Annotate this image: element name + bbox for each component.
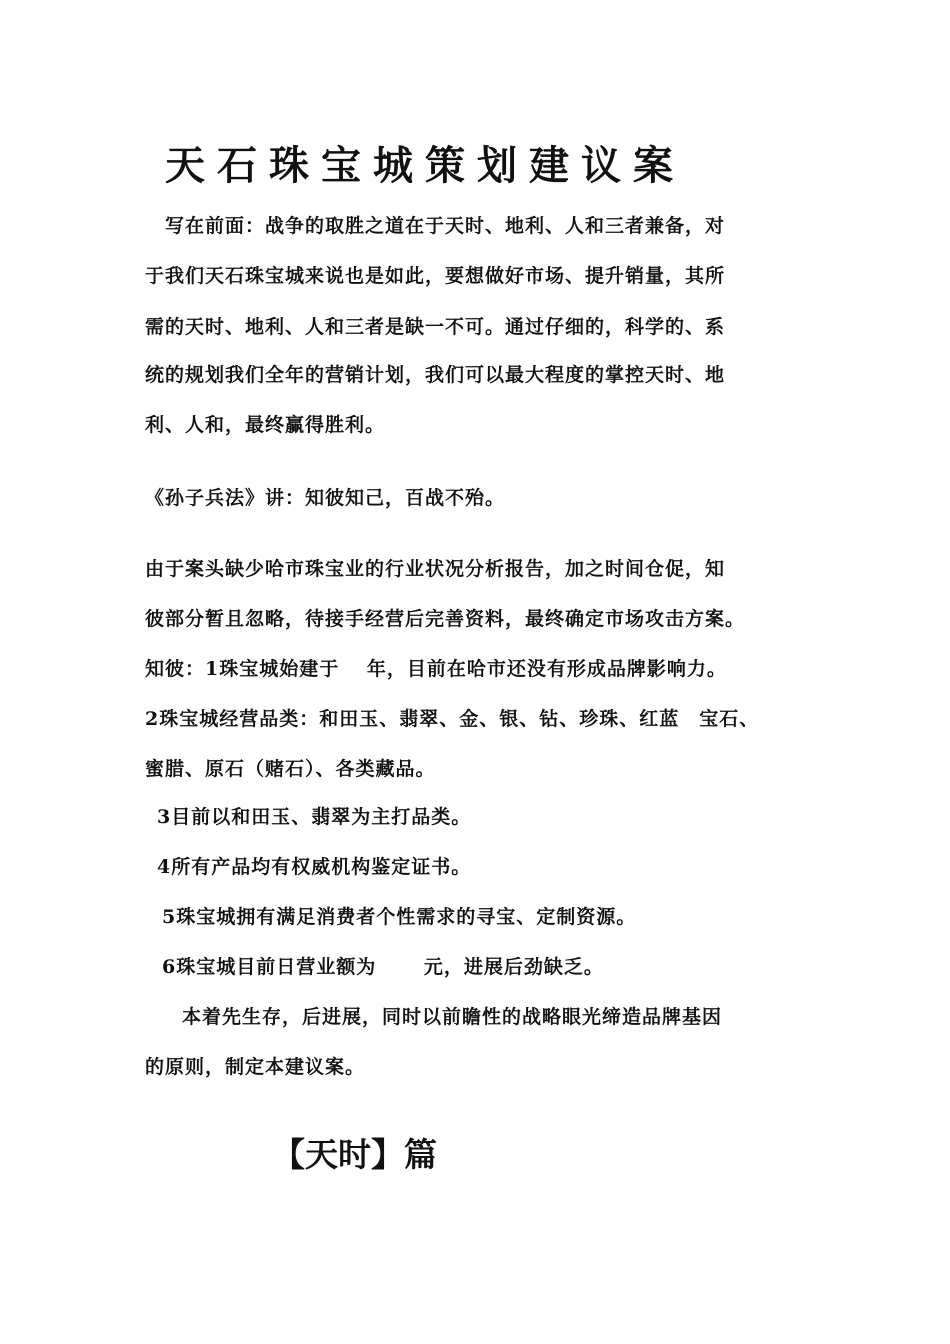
section-heading: 【天时】篇 bbox=[272, 1135, 437, 1174]
body-line-10: 本着先生存，后进展，同时以前瞻性的战略眼光缔造品牌基因 bbox=[182, 1006, 723, 1028]
quote-line: 《孙子兵法》讲：知彼知己，百战不殆。 bbox=[145, 487, 506, 509]
body-line-2: 彼部分暂且忽略，待接手经营后完善资料，最终确定市场攻击方案。 bbox=[145, 608, 746, 630]
body-line-8: 5珠宝城拥有满足消费者个性需求的寻宝、定制资源。 bbox=[162, 906, 637, 928]
body-line-3: 知彼：1珠宝城始建于 年，目前在哈市还没有形成品牌影响力。 bbox=[145, 658, 727, 680]
body-line-6: 3目前以和田玉、翡翠为主打品类。 bbox=[157, 806, 472, 828]
intro-line-1: 写在前面：战争的取胜之道在于天时、地利、人和三者兼备，对 bbox=[165, 215, 726, 237]
document-title: 天石珠宝城策划建议案 bbox=[165, 142, 685, 189]
intro-line-3: 需的天时、地利、人和三者是缺一不可。通过仔细的，科学的、系 bbox=[145, 316, 726, 338]
body-line-11: 的原则，制定本建议案。 bbox=[145, 1056, 366, 1078]
body-line-5: 蜜腊、原石（赌石）、各类藏品。 bbox=[145, 758, 436, 780]
body-line-4: 2珠宝城经营品类：和田玉、翡翠、金、银、钻、珍珠、红蓝 宝石、 bbox=[145, 708, 760, 730]
intro-line-2: 于我们天石珠宝城来说也是如此，要想做好市场、提升销量，其所 bbox=[145, 265, 726, 287]
intro-line-5: 利、人和，最终赢得胜利。 bbox=[145, 414, 386, 436]
body-line-9: 6珠宝城目前日营业额为 元，进展后劲缺乏。 bbox=[162, 956, 604, 978]
body-line-7: 4所有产品均有权威机构鉴定证书。 bbox=[157, 856, 472, 878]
body-line-1: 由于案头缺少哈市珠宝业的行业状况分析报告，加之时间仓促，知 bbox=[145, 558, 726, 580]
intro-line-4: 统的规划我们全年的营销计划，我们可以最大程度的掌控天时、地 bbox=[145, 364, 726, 386]
